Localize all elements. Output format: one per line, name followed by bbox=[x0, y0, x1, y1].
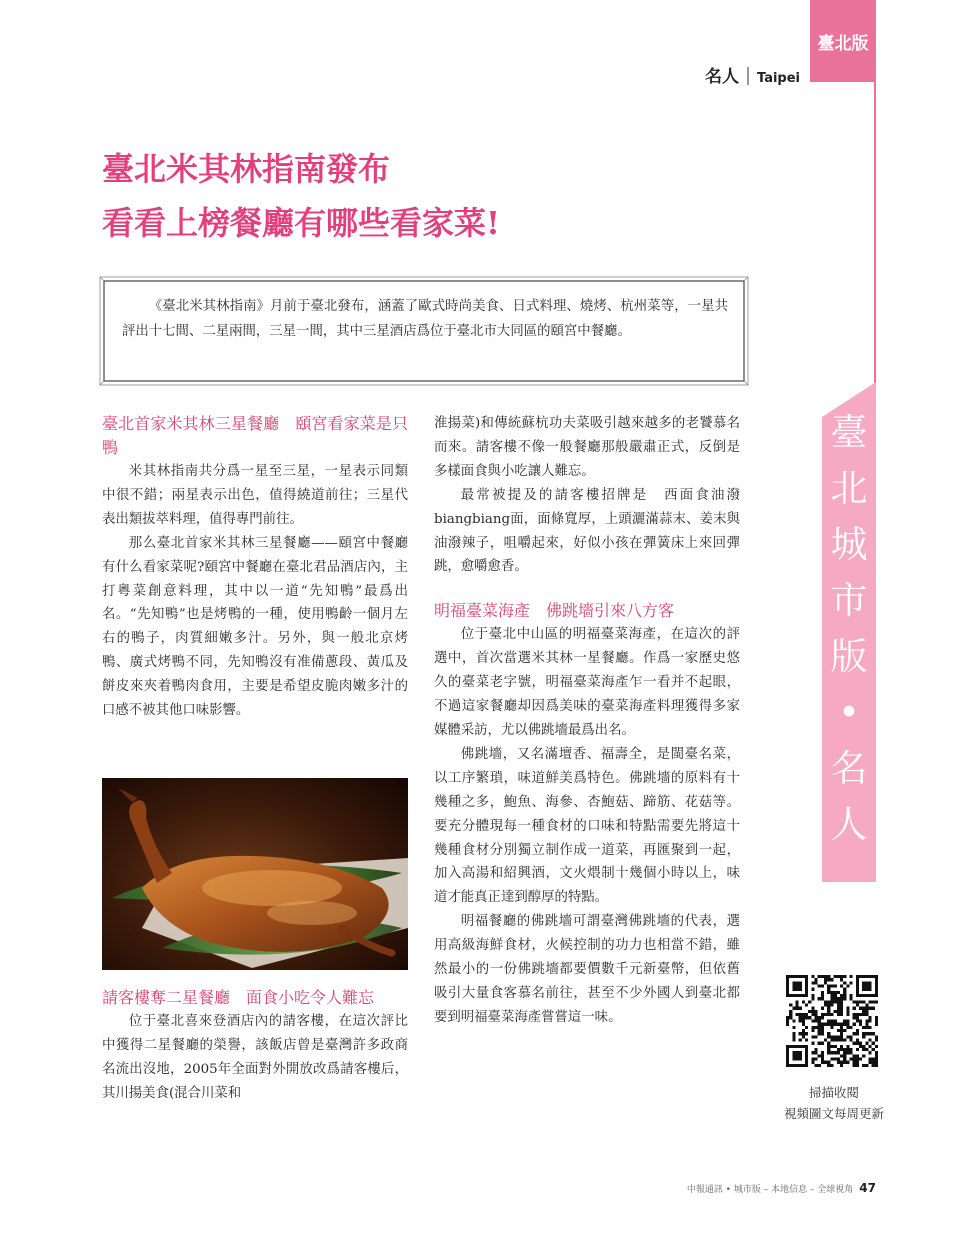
side-char: 城 bbox=[830, 523, 868, 566]
side-char: 人 bbox=[830, 803, 868, 846]
header-divider bbox=[747, 67, 749, 85]
title-line-1: 臺北米其林指南發布 bbox=[102, 150, 391, 188]
intro-text: 《臺北米其林指南》月前于臺北發布，涵蓋了歐式時尚美食、日式料理、燒烤、杭州菜等，一星共評出十七間、二星兩間，三星一間，其中三星酒店爲位于臺北市大同區的頤宮中餐廳。 bbox=[122, 299, 728, 339]
side-banner-text bbox=[822, 405, 876, 853]
side-char: 臺 bbox=[830, 411, 868, 454]
side-char: 版 bbox=[830, 635, 868, 678]
qr-caption-line-1: 掃描收閱 bbox=[808, 1085, 859, 1100]
roast-duck-photo bbox=[102, 778, 408, 970]
paragraph: 米其林指南共分爲一星至三星，一星表示同類中很不錯；兩星表示出色，值得繞道前往；三星代表出類拔萃料理，值得專門前往。 bbox=[102, 464, 408, 527]
side-char: 市 bbox=[830, 579, 868, 622]
side-char: 北 bbox=[830, 467, 868, 510]
left-column bbox=[102, 412, 408, 723]
edition-tab: 臺北版 bbox=[810, 0, 876, 82]
section-heading: 明福臺菜海產 佛跳墻引來八方客 bbox=[434, 601, 675, 621]
qr-code[interactable] bbox=[786, 975, 878, 1067]
page-number: 47 bbox=[859, 1181, 876, 1195]
page-footer bbox=[520, 1177, 876, 1196]
section-label-cn: 名人 bbox=[705, 67, 739, 87]
title-line-2: 看看上榜餐廳有哪些看家菜! bbox=[102, 204, 501, 242]
paragraph: 明福餐廳的佛跳墻可謂臺灣佛跳墻的代表，選用高級海鮮食材，火候控制的功力也相當不錯，雖然最小的一份佛跳墻都要價數千元新臺幣，但依舊吸引大量食客慕名前往，甚至不少外國人到臺北都要到明福臺菜海產嘗嘗這一味。 bbox=[434, 914, 740, 1025]
section-header bbox=[640, 62, 800, 87]
side-char: • bbox=[838, 691, 860, 734]
paragraph-continued: 淮揚菜)和傳統蘇杭功夫菜吸引越來越多的老饕慕名而來。請客樓不像一般餐廳那般嚴肅正式，反倒是多樣面食與小吃讓人難忘。 bbox=[434, 416, 740, 479]
paragraph: 那么臺北首家米其林三星餐廳——頤宮中餐廳有什么看家菜呢?頤宮中餐廳在臺北君品酒店內，主打粵菜創意料理，其中以一道“先知鴨”最爲出名。“先知鴨”也是烤鴨的一種，使用鴨齡一個月左右的鴨子，肉質細嫩多汁。另外，與一般北京烤鴨、廣式烤鴨不同，先知鴨沒有准備蔥段、黃瓜及餅皮來夾着鴨肉食用，主要是希望皮脆肉嫩多汁的口感不被其他口味影響。 bbox=[102, 535, 408, 719]
paragraph: 位于臺北中山區的明福臺菜海產，在這次的評選中，首次當選米其林一星餐廳。作爲一家歷史悠久的臺菜老字號，明福臺菜海產乍一看并不起眼，不過這家餐廳却因爲美味的臺菜海產料理獲得多家媒體采訪，尤以佛跳墻最爲出名。 bbox=[434, 627, 740, 738]
left-column-lower bbox=[102, 986, 408, 1106]
article-title bbox=[102, 142, 742, 250]
paragraph: 佛跳墻，又名滿壇香、福壽全，是閩臺名菜，以工序繁瑣，味道鮮美爲特色。佛跳墻的原料有十幾種之多，鮑魚、海參、杏鮑菇、蹄筋、花菇等。要充分體現每一種食材的口味和特點需要先將這十幾種食材分別獨立制作成一道菜，再匯聚到一起，加入高湯和紹興酒，文火煨制十幾個小時以上，味道才能真正達到醇厚的特點。 bbox=[434, 746, 740, 906]
section-heading: 請客樓奪二星餐廳 面食小吃令人難忘 bbox=[102, 988, 375, 1007]
section-label-en: Taipei bbox=[757, 71, 800, 86]
paragraph: 最常被提及的請客樓招牌是 西面食油潑biangbiang面，面條寬厚，上頭灑滿蒜末、姜末與油潑辣子，咀嚼起來，好似小孩在彈簧床上來回彈跳，愈嚼愈香。 bbox=[434, 487, 740, 575]
section-heading: 臺北首家米其林三星餐廳 頤宮看家菜是只鴨 bbox=[102, 414, 408, 457]
column-gap bbox=[434, 579, 740, 599]
paragraph: 位于臺北喜來登酒店內的請客樓，在這次評比中獲得二星餐廳的榮譽，該飯店曾是臺灣許多政商名流出沒地，2005年全面對外開放改爲請客樓后，其川揚美食(混合川菜和 bbox=[102, 1014, 408, 1101]
right-column bbox=[434, 412, 740, 1030]
qr-caption-line-2: 視頻圖文每周更新 bbox=[783, 1106, 884, 1121]
side-char: 名 bbox=[830, 747, 868, 790]
qr-caption bbox=[764, 1082, 904, 1124]
footer-text: 中報通訊 • 城市版 – 本地信息 – 全球視角 bbox=[686, 1185, 854, 1195]
